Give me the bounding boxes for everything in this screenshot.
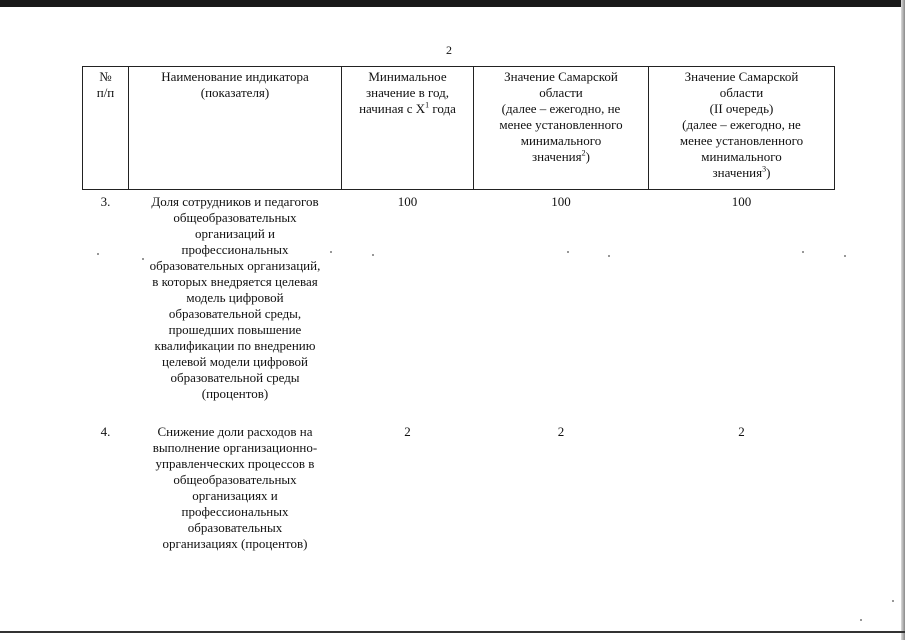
header-samara-value: Значение Самарской области (далее – ежегодно, не менее установленного минимального значения$^2$) xyxy=(474,67,649,190)
row-number: 3. xyxy=(100,194,111,209)
scan-speck xyxy=(372,254,374,256)
row-spacer xyxy=(83,402,835,420)
scan-speck xyxy=(142,258,144,260)
row-indicator-name: Доля сотрудников и педагогов общеобразовательных организаций и профессиональных образовательных организаций, в которых внедряется целевая модель цифровой образовательной среды, прошедших повышение квалификации по внедрению целевой модели цифровой образовательной среды (процентов) xyxy=(149,194,321,401)
row-indicator-name: Снижение доли расходов на выполнение организационно- управленческих процессов в общеобразовательных организациях и профессиональных образовательных организациях (процентов) xyxy=(152,424,318,551)
header-samara-value-second-stage: Значение Самарской области (II очередь) (далее – ежегодно, не менее установленного минимального значения$^3$) xyxy=(649,67,835,190)
table-row xyxy=(83,190,835,403)
row-samara-value: 100 xyxy=(551,194,571,209)
scan-speck xyxy=(860,619,862,621)
row-samara-value: 2 xyxy=(557,424,565,439)
header-number: № п/п xyxy=(83,67,129,190)
table-header-row xyxy=(83,67,835,190)
scan-speck xyxy=(802,251,804,253)
page-number: 2 xyxy=(446,43,452,57)
row-minimum-value: 2 xyxy=(404,424,411,439)
scan-speck xyxy=(97,253,99,255)
scan-speck xyxy=(608,255,610,257)
row-minimum-value: 100 xyxy=(397,194,418,209)
scan-speck xyxy=(567,251,569,253)
row-number: 4. xyxy=(100,424,111,439)
scan-top-border xyxy=(0,0,905,7)
table-row xyxy=(83,420,835,552)
row-samara-value-second-stage: 100 xyxy=(731,194,752,209)
header-minimum-value: Минимальное значение в год, начиная с $X^1$ года xyxy=(342,67,474,190)
scan-speck xyxy=(892,600,894,602)
scan-speck xyxy=(330,251,332,253)
scan-bottom-border xyxy=(0,631,905,633)
scan-speck xyxy=(844,255,846,257)
row-samara-value-second-stage: 2 xyxy=(738,424,745,439)
header-indicator-name: Наименование индикатора (показателя) xyxy=(129,67,342,190)
indicators-table xyxy=(82,66,835,552)
scan-right-edge xyxy=(901,0,905,640)
